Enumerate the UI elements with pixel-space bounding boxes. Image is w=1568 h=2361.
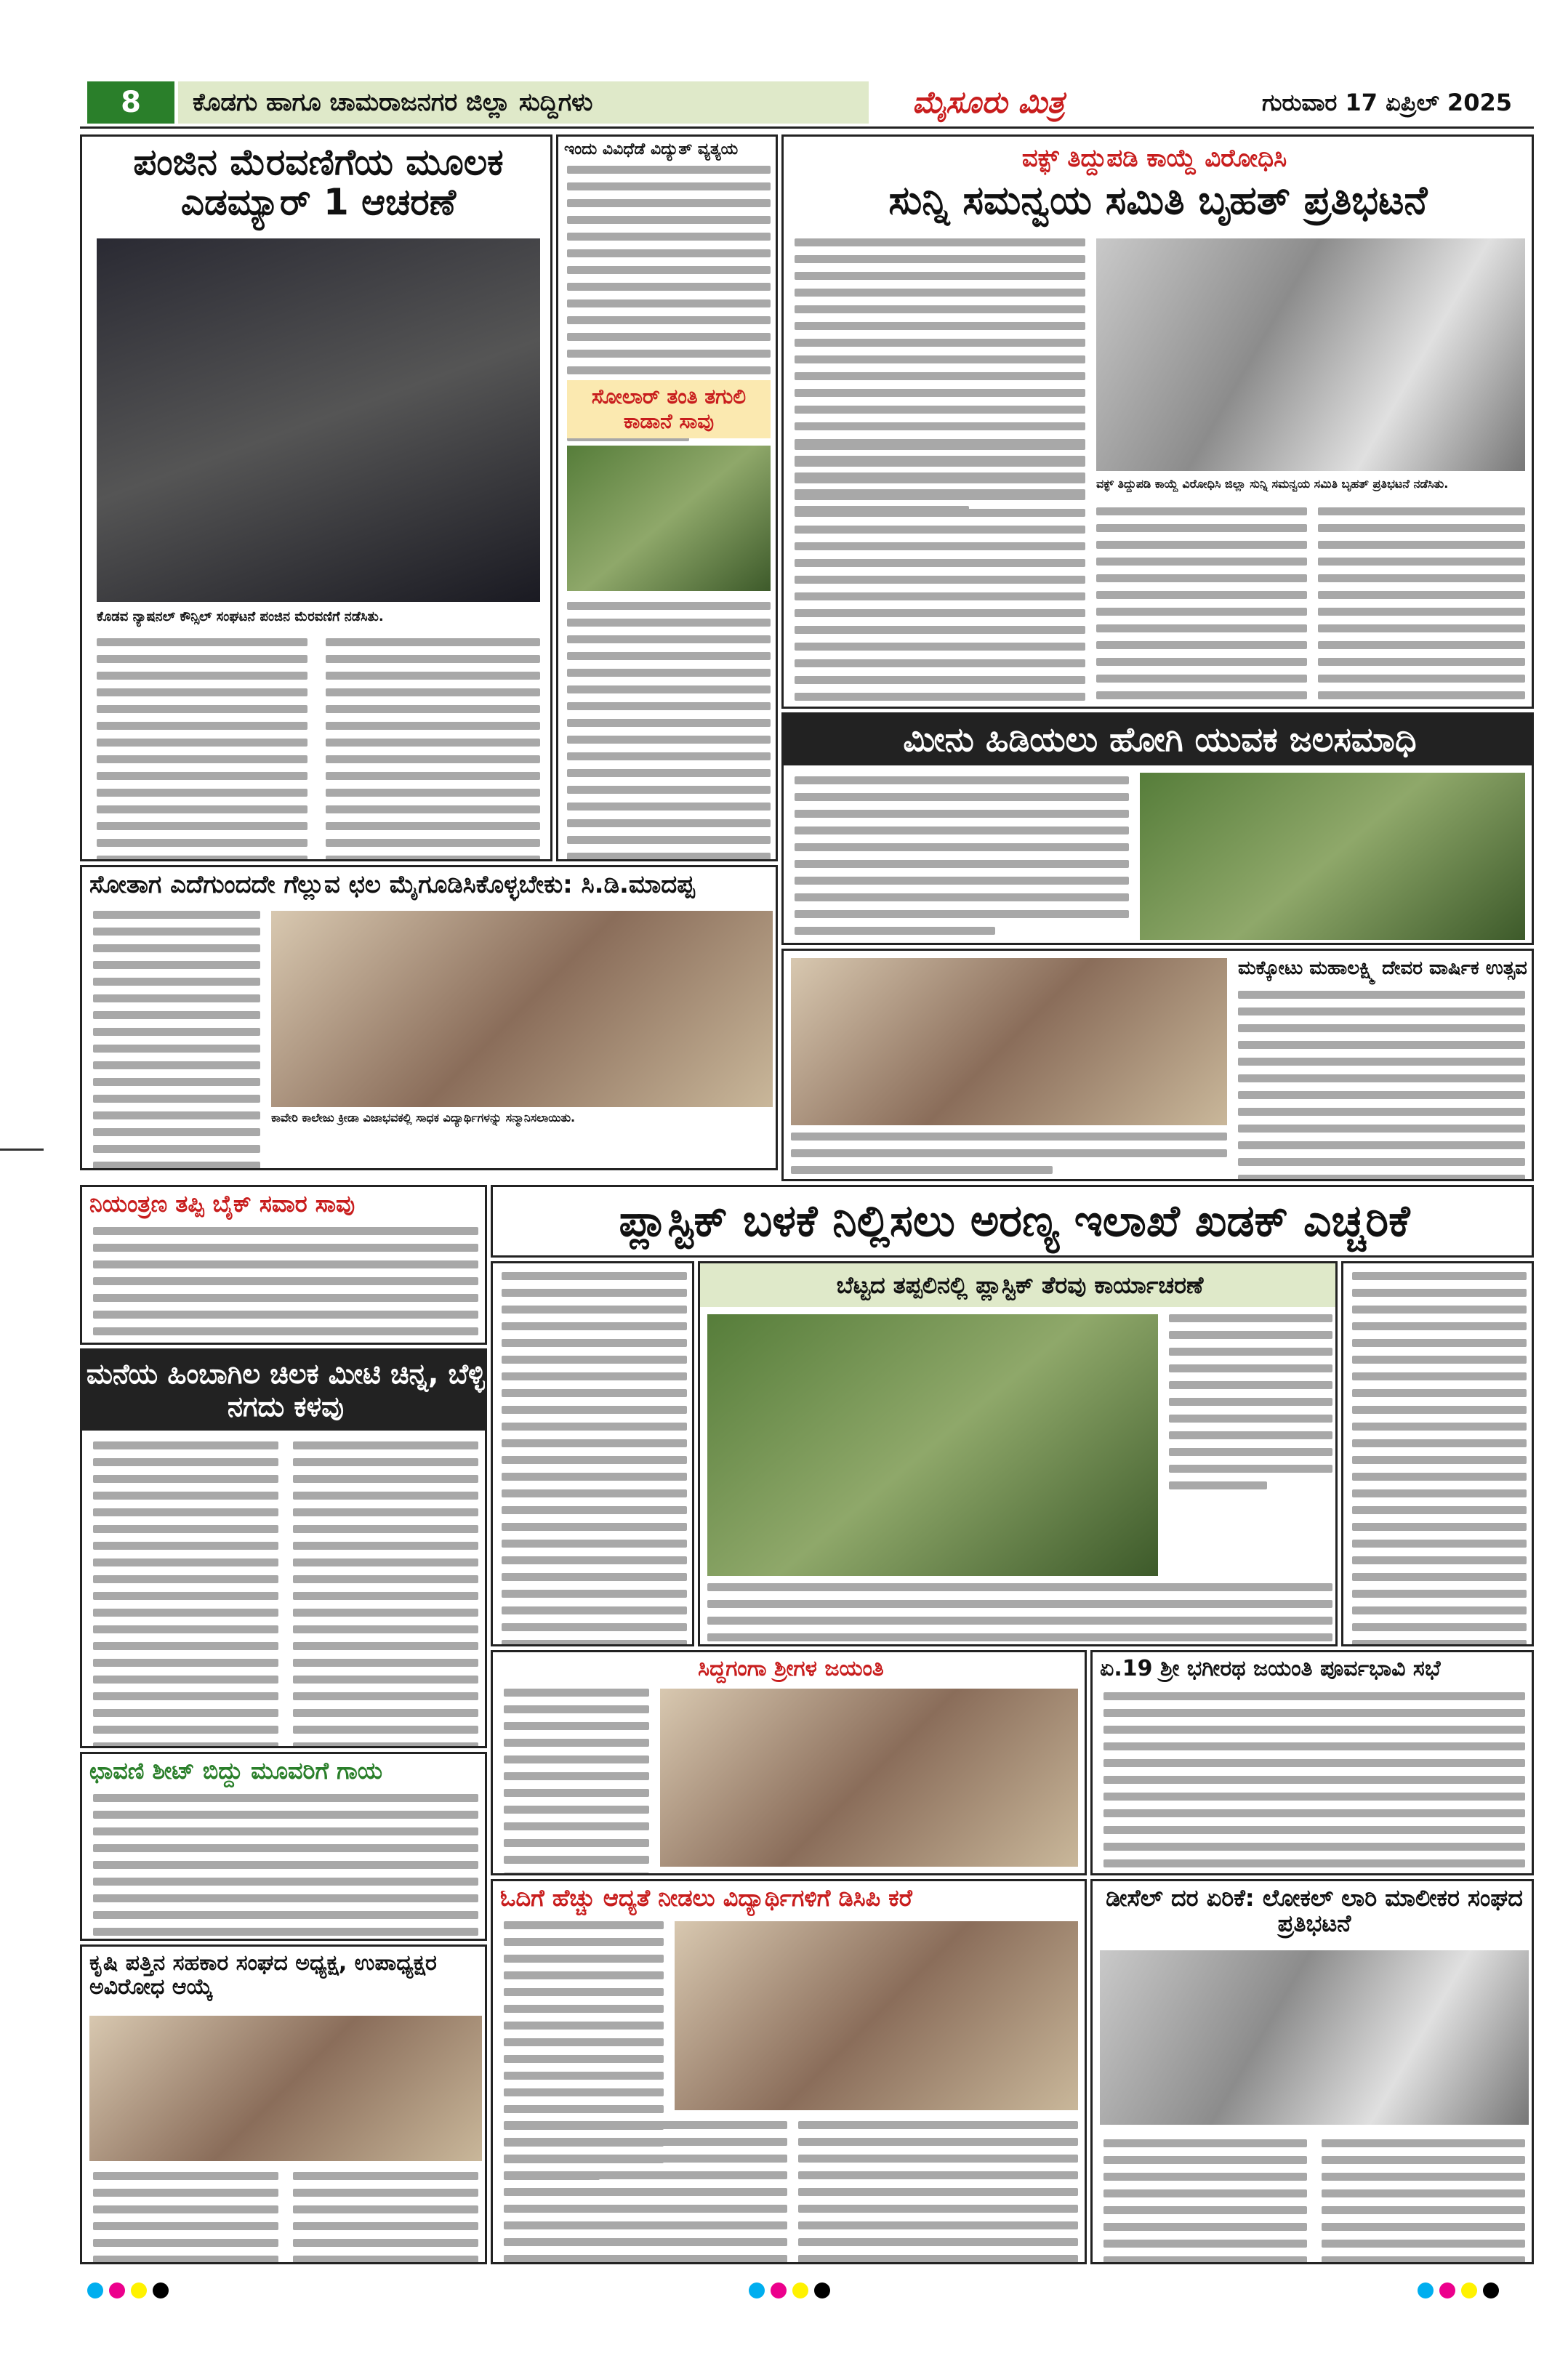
photo-caption: ಕಾವೇರಿ ಕಾಲೇಜು ಕ್ರೀಡಾ ವಿಜಾಭವಕಲ್ಲಿ ಸಾಧಕ ವಿದ್ಯಾರ್ಥಿಗಳನ್ನು ಸನ್ಮಾನಿಸಲಾಯಿತು. [271,1111,576,1125]
story-body [795,776,1129,944]
story-dcp [491,1879,1087,2264]
story-body [1103,2139,1307,2264]
headline: ನಿಯಂತ್ರಣ ತಪ್ಪಿ ಬೈಕ್ ಸವಾರ ಸಾವು [89,1190,355,1218]
headline: ಮಕ್ಕೋಟು ಮಹಾಲಕ್ಷ್ಮಿ ದೇವರ ವಾರ್ಷಿಕ ಉತ್ಸವ [1238,957,1527,979]
story-body [707,1583,1332,1646]
story-body-col2 [293,2172,478,2264]
headline: ಸುನ್ನಿ ಸಮನ್ವಯ ಸಮಿತಿ ಬೃಹತ್ ಪ್ರತಿಭಟನೆ [888,177,1428,223]
story-body [93,1794,478,1941]
photo-side-caption [1169,1314,1332,1498]
story-sports [80,865,778,1170]
story-body [1103,1692,1525,1875]
headline: ಕೃಷಿ ಪತ್ತಿನ ಸಹಕಾರ ಸಂಘದ ಅಧ್ಯಕ್ಷ, ಉಪಾಧ್ಯಕ್ಷರ ಅವಿರೋಧ ಆಯ್ಕೆ [89,1950,437,2000]
black-registration-dot [153,2282,169,2298]
story-body [97,638,307,861]
headline: ಏ.19 ಶ್ರೀ ಭಗೀರಥ ಜಯಂತಿ ಪೂರ್ವಭಾವಿ ಸಭೆ [1100,1656,1441,1681]
temple-photo [791,958,1227,1125]
diesel-photo [1100,1950,1529,2125]
yellow-registration-dot [1461,2282,1477,2298]
yellow-registration-dot [792,2282,808,2298]
sports-photo [271,911,773,1107]
cyan-registration-dot [87,2282,103,2298]
solar-headline: ಸೋಲಾರ್ ತಂತಿ ತಗುಲಿ ಕಾಡಾನೆ ಸಾವು [567,380,771,438]
story-cow [80,1752,487,1941]
story-body-col3 [798,2121,1078,2264]
lake-photo [1140,773,1525,940]
kicker: ವಕ್ಫ್ ತಿದ್ದುಪಡಿ ಕಾಯ್ದೆ ವಿರೋಧಿಸಿ [1021,144,1287,173]
story-body-col3 [1096,507,1307,709]
black-registration-dot [814,2282,830,2298]
headline: ಸಿದ್ದಗಂಗಾ ಶ್ರೀಗಳ ಜಯಂತಿ [698,1656,884,1681]
dcp-photo [675,1921,1078,2110]
headline: ಪ್ಲಾಸ್ಟಿಕ್ ಬಳಕೆ ನಿಲ್ಲಿಸಲು ಅರಣ್ಯ ಇಲಾಖೆ ಖಡಕ್ ಎಚ್ಚರಿಕೆ [619,1196,1410,1247]
story-temple [781,949,1534,1181]
story-photo [97,238,540,602]
solar-body [567,602,771,861]
story-body-col2 [1322,2139,1525,2264]
headline: ಇಂದು ವಿವಿಧೆಡೆ ವಿದ್ಯುತ್ ವ್ಯತ್ಯಯ [564,140,739,158]
temple-caption-body [791,1133,1227,1181]
story-bhagiratha [1090,1650,1534,1875]
story-power [556,134,778,861]
magenta-registration-dot [109,2282,125,2298]
yellow-registration-dot [131,2282,147,2298]
story-plastic-headline [491,1185,1534,1258]
story-plastic-body-col3 [1341,1261,1534,1646]
story-body [504,1689,649,1875]
elephant-photo [567,446,771,591]
story-body [93,1227,478,1345]
page-number-badge [87,81,174,124]
photo-caption: ವಕ್ಫ್ ತಿದ್ದುಪಡಿ ಕಾಯ್ದೆ ವಿರೋಧಿಸಿ ಜಿಲ್ಲಾ ಸುನ್ನಿ ಸಮನ್ವಯ ಸಮಿತಿ ಬೃಹತ್ ಪ್ರತಿಭಟನೆ ನಡೆಸಿತು. [1096,477,1449,491]
headline: ಸೋತಾಗ ಎದೆಗುಂದದೇ ಗೆಲ್ಲುವ ಛಲ ಮೈಗೂಡಿಸಿಕೊಳ್ಳಬೇಕು: ಸಿ.ಡಿ.ಮಾದಪ್ಪ [89,870,695,899]
cyan-registration-dot [1418,2282,1434,2298]
dateline: ಗುರುವಾರ 17 ಏಪ್ರಿಲ್ 2025 [1261,88,1512,116]
story-plastic-body [491,1261,694,1646]
story-hills [698,1261,1338,1646]
story-body-col2 [326,638,540,861]
story-body [93,911,260,1170]
story-theft [80,1348,487,1748]
story-coop [80,1944,487,2264]
headline: ಓದಿಗೆ ಹೆಚ್ಚು ಆದ್ಯತೆ ನೀಡಲು ವಿದ್ಯಾರ್ಥಿಗಳಿಗೆ ಡಿಸಿಪಿ ಕರೆ [500,1884,912,1912]
story-body [1238,991,1525,1181]
section-title: ಕೊಡಗು ಹಾಗೂ ಚಾಮರಾಜನಗರ ಜಿಲ್ಲಾ ಸುದ್ದಿಗಳು [178,81,869,124]
magenta-registration-dot [1439,2282,1455,2298]
story-body [93,2172,278,2264]
story-body-col4 [1318,507,1525,709]
story-drown [781,712,1534,945]
hills-photo [707,1314,1158,1576]
page-number: 8 [121,86,141,119]
fold-mark [0,1149,44,1151]
story-body [93,1441,278,1748]
story-body-col2 [795,442,1085,709]
story-body-col2 [504,2121,787,2264]
magenta-registration-dot [771,2282,787,2298]
cyan-registration-dot [749,2282,765,2298]
masthead-rule [80,126,1534,129]
headline: ಮನೆಯ ಹಿಂಬಾಗಿಲ ಚಿಲಕ ಮೀಟಿ ಚಿನ್ನ, ಬೆಳ್ಳಿ ನಗದು ಕಳವು [82,1351,487,1431]
story-body [502,1272,687,1646]
story-diesel [1090,1879,1534,2264]
story-panja [80,134,552,861]
story-bike [80,1185,487,1345]
story-siddaganga [491,1650,1087,1875]
headline: ಪಂಜಿನ ಮೆರವಣಿಗೆಯ ಮೂಲಕ ಎಡಮ್ಯಾರ್ 1 ಆಚರಣೆ [133,141,504,223]
protest-photo [1096,238,1525,471]
headline: ಬೆಟ್ಟದ ತಪ್ಪಲಿನಲ್ಲಿ ಪ್ಲಾಸ್ಟಿಕ್ ತೆರವು ಕಾರ್ಯಾಚರಣೆ [700,1263,1338,1307]
siddaganga-photo [660,1689,1078,1867]
story-body-col2 [293,1441,478,1748]
coop-photo [89,2016,482,2161]
black-registration-dot [1483,2282,1499,2298]
story-body [1352,1272,1527,1646]
story-waqf [781,134,1534,709]
photo-caption: ಕೊಡವ ನ್ಯಾಷನಲ್ ಕೌನ್ಸಿಲ್ ಸಂಘಟನೆ ಪಂಜಿನ ಮೆರವಣಿಗೆ ನಡೆಸಿತು. [97,609,384,624]
newspaper-logo: ಮೈಸೂರು ಮಿತ್ರ [912,84,1065,120]
headline: ಛಾವಣಿ ಶೀಟ್ ಬಿದ್ದು ಮೂವರಿಗೆ ಗಾಯ [89,1757,383,1785]
headline: ಡೀಸೆಲ್ ದರ ಏರಿಕೆ: ಲೋಕಲ್ ಲಾರಿ ಮಾಲೀಕರ ಸಂಘದ ಪ್ರತಿಭಟನೆ [1106,1884,1523,1938]
headline: ಮೀನು ಹಿಡಿಯಲು ಹೋಗಿ ಯುವಕ ಜಲಸಮಾಧಿ [784,715,1534,765]
